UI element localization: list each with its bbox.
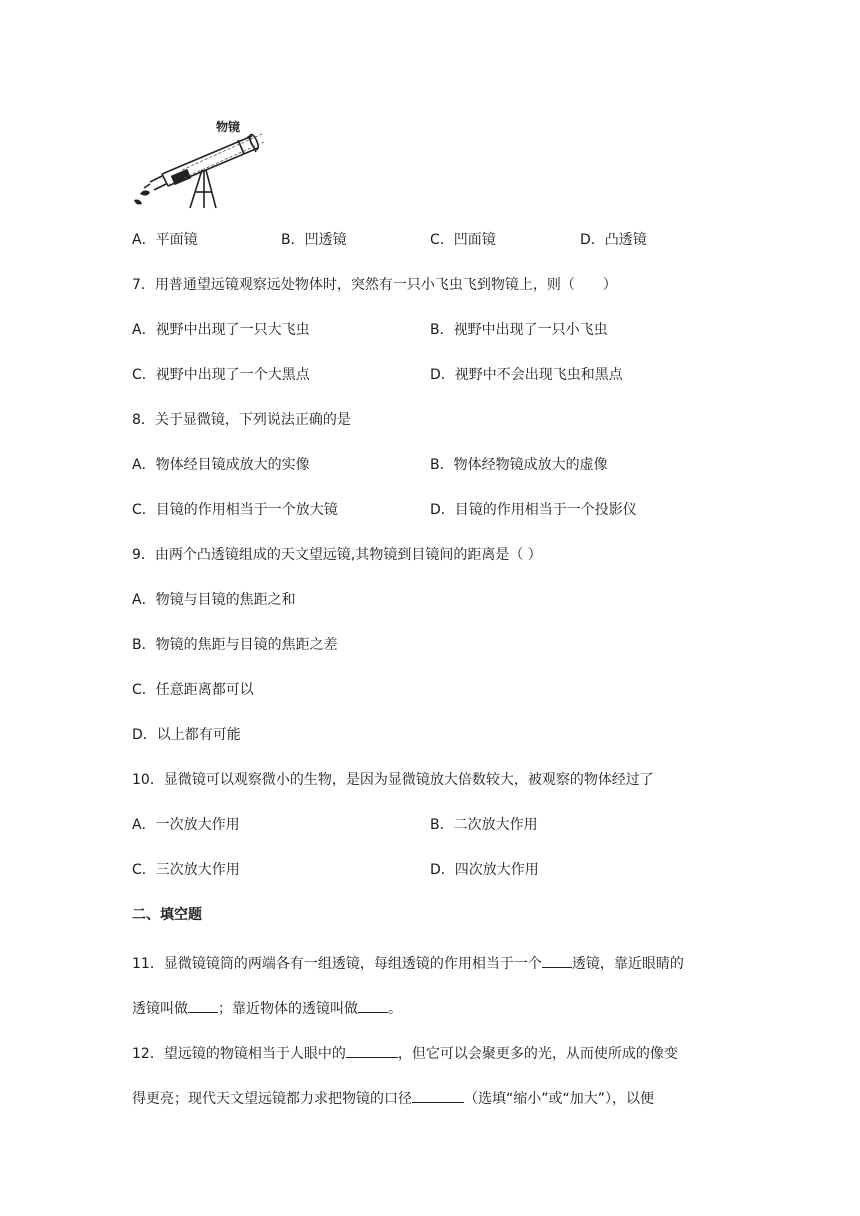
q11-blank-2[interactable]	[188, 997, 218, 1013]
q8-stem: 8．关于显微镜，下列说法正确的是	[132, 412, 351, 428]
q8-option-a: A．物体经目镜成放大的实像	[132, 457, 310, 473]
q12-text-1b: ，但它可以会聚更多的光，从而使所成的像变	[397, 1046, 678, 1062]
q11-text-2b: ；靠近物体的透镜叫做	[218, 1001, 358, 1017]
q12-line-1	[132, 1042, 678, 1064]
q9-option-a: A．物镜与目镜的焦距之和	[132, 592, 296, 608]
q6-option-c: C．凹面镜	[430, 232, 496, 248]
q9-option-d: D．以上都有可能	[132, 727, 241, 743]
q11-text-1a: 11．显微镜镜筒的两端各有一组透镜，每组透镜的作用相当于一个	[132, 956, 542, 972]
q11-text-2c: 。	[388, 1001, 402, 1017]
q6-option-b: B．凹透镜	[281, 232, 347, 248]
q12-text-2b: （选填“缩小”或“加大”），以便	[464, 1091, 655, 1107]
q10-option-d: D．四次放大作用	[430, 862, 539, 878]
section-heading: 二、填空题	[132, 907, 202, 923]
q6-option-a: A．平面镜	[132, 232, 198, 248]
q12-blank-2[interactable]	[412, 1087, 464, 1103]
q7-option-d: D．视野中不会出现飞虫和黑点	[430, 367, 623, 383]
q7-option-c: C．视野中出现了一个大黑点	[132, 367, 310, 383]
q9-option-c: C．任意距离都可以	[132, 682, 254, 698]
q10-option-c: C．三次放大作用	[132, 862, 240, 878]
objective-lens-label: 物镜	[216, 120, 241, 134]
q8-option-c: C．目镜的作用相当于一个放大镜	[132, 502, 338, 518]
q11-line-1	[132, 952, 684, 974]
q11-line-2	[132, 997, 402, 1019]
q11-text-2a: 透镜叫做	[132, 1001, 188, 1017]
telescope-figure	[132, 112, 272, 212]
q9-option-b: B．物镜的焦距与目镜的焦距之差	[132, 637, 338, 653]
q7-option-a: A．视野中出现了一只大飞虫	[132, 322, 310, 338]
q6-option-d: D．凸透镜	[580, 232, 647, 248]
q7-option-b: B．视野中出现了一只小飞虫	[430, 322, 608, 338]
q12-line-2	[132, 1087, 654, 1109]
q8-option-d: D．目镜的作用相当于一个投影仪	[430, 502, 637, 518]
q11-text-1b: 透镜，靠近眼睛的	[571, 956, 684, 972]
q10-option-a: A．一次放大作用	[132, 817, 240, 833]
telescope-icon	[132, 112, 272, 212]
q12-text-1a: 12．望远镜的物镜相当于人眼中的	[132, 1046, 346, 1062]
q8-option-b: B．物体经物镜成放大的虚像	[430, 457, 608, 473]
q10-option-b: B．二次放大作用	[430, 817, 538, 833]
q11-blank-1[interactable]	[542, 952, 572, 968]
q12-blank-1[interactable]	[346, 1042, 398, 1058]
q12-text-2a: 得更亮；现代天文望远镜都力求把物镜的口径	[132, 1091, 412, 1107]
q11-blank-3[interactable]	[358, 997, 388, 1013]
q7-stem: 7．用普通望远镜观察远处物体时，突然有一只小飞虫飞到物镜上，则（ ）	[132, 277, 617, 293]
q9-stem: 9．由两个凸透镜组成的天文望远镜,其物镜到目镜间的距离是（ ）	[132, 547, 542, 563]
q10-stem: 10．显微镜可以观察微小的生物，是因为显微镜放大倍数较大，被观察的物体经过了	[132, 772, 654, 788]
